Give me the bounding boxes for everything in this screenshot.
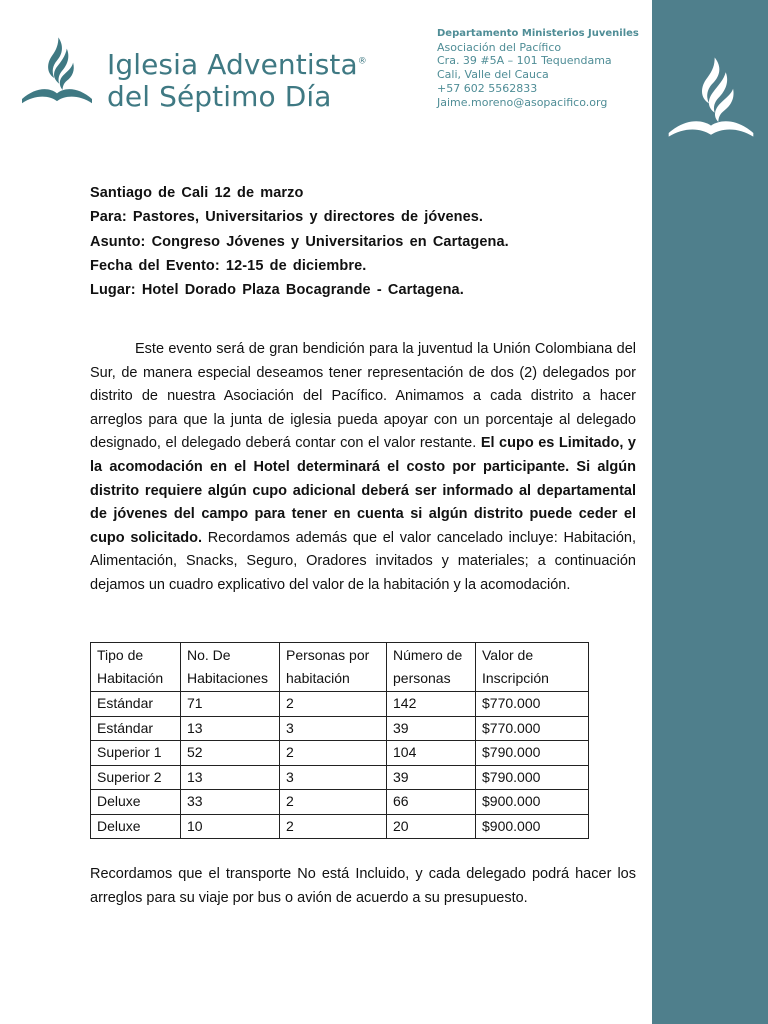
- table-row: [91, 790, 589, 815]
- header-room-type: Tipo de Habitación: [91, 643, 181, 692]
- cell-persons-per-room: 2: [280, 790, 387, 815]
- table-row: [91, 716, 589, 741]
- contact-city: Cali, Valle del Cauca: [437, 68, 549, 82]
- contact-phone: +57 602 5562833: [437, 81, 538, 95]
- subject: Asunto: Congreso Jóvenes y Universitarios en Cartagena.: [90, 233, 509, 250]
- table-row: [91, 692, 589, 717]
- table-row: [91, 765, 589, 790]
- cell-room-count: 52: [181, 741, 280, 766]
- cell-fee: $790.000: [476, 741, 589, 766]
- church-logo-icon: [665, 52, 757, 144]
- contact-organization: Asociación del Pacífico: [437, 40, 562, 54]
- table-row: [91, 814, 589, 839]
- header-fee: Valor de Inscripción: [476, 643, 589, 692]
- logo-wordmark-line1: Iglesia Adventista®: [107, 48, 367, 81]
- church-emblem-icon: [20, 36, 94, 106]
- table-row: [91, 741, 589, 766]
- header-persons-per-room: Personas por habitación: [280, 643, 387, 692]
- cell-persons-per-room: 2: [280, 741, 387, 766]
- cell-person-count: 66: [387, 790, 476, 815]
- registered-mark: ®: [357, 56, 367, 67]
- cell-room-type: Deluxe: [91, 790, 181, 815]
- contact-address: Cra. 39 #5A – 101 Tequendama: [437, 54, 612, 68]
- body-paragraph: [90, 338, 636, 598]
- side-band: [652, 0, 768, 1024]
- cell-room-count: 13: [181, 716, 280, 741]
- body-text-bold: El cupo es Limitado, y la acomodación en el Hotel determinará el costo por participante. Si algún distrito requiere algún cupo adicional deberá ser informado al departamental de jóvenes del campo para tener en cuenta si algún distrito puede ceder el cupo solicitado.: [90, 435, 636, 546]
- cell-room-type: Estándar: [91, 692, 181, 717]
- cell-fee: $900.000: [476, 814, 589, 839]
- body-text-part2: Recordamos además que el valor cancelado incluye: Habitación, Alimentación, Snacks, Seguro, Oradores invitados y materiales; a continuación dejamos un cuadro explicativo del valor de la habitación y la acomodación.: [90, 529, 637, 593]
- cell-persons-per-room: 3: [280, 716, 387, 741]
- contact-department: Departamento Ministerios Juveniles: [437, 28, 639, 39]
- cell-person-count: 142: [387, 692, 476, 717]
- event-date: Fecha del Evento: 12-15 de diciembre.: [90, 257, 367, 274]
- cell-room-count: 71: [181, 692, 280, 717]
- cell-person-count: 39: [387, 716, 476, 741]
- cell-fee: $770.000: [476, 716, 589, 741]
- cell-room-type: Deluxe: [91, 814, 181, 839]
- cell-persons-per-room: 3: [280, 765, 387, 790]
- body-text-part1: Este evento será de gran bendición para la juventud la Unión Colombiana del Sur, de manera especial deseamos tener representación de dos (2) delegados por distrito de nuestra Asociación del Pacífico. Animamos a cada distrito a hacer arreglos para que la junta de iglesia pueda apoyar con un porcentaje al delegado designado, el delegado deberá contar con el valor restante.: [90, 341, 636, 452]
- contact-email[interactable]: Jaime.moreno@asopacifico.org: [437, 95, 608, 109]
- closing-paragraph: Recordamos que el transporte No está Incluido, y cada delegado podrá hacer los arreglos para su viaje por bus o avión de acuerdo a su presupuesto.: [90, 866, 636, 906]
- recipients: Para: Pastores, Universitarios y directores de jóvenes.: [90, 209, 484, 226]
- logo-wordmark-line2: del Séptimo Día: [107, 80, 332, 113]
- venue: Lugar: Hotel Dorado Plaza Bocagrande - Cartagena.: [90, 282, 464, 299]
- cell-fee: $770.000: [476, 692, 589, 717]
- room-table: [90, 642, 589, 839]
- header-room-count: No. De Habitaciones: [181, 643, 280, 692]
- place-date: Santiago de Cali 12 de marzo: [90, 185, 304, 201]
- cell-persons-per-room: 2: [280, 814, 387, 839]
- cell-room-type: Estándar: [91, 716, 181, 741]
- cell-person-count: 104: [387, 741, 476, 766]
- cell-persons-per-room: 2: [280, 692, 387, 717]
- cell-room-count: 33: [181, 790, 280, 815]
- table-header-row: [91, 643, 589, 692]
- cell-person-count: 20: [387, 814, 476, 839]
- cell-room-type: Superior 2: [91, 765, 181, 790]
- letter-header: [90, 184, 635, 305]
- cell-room-type: Superior 1: [91, 741, 181, 766]
- cell-person-count: 39: [387, 765, 476, 790]
- cell-fee: $790.000: [476, 765, 589, 790]
- contact-block: [437, 27, 639, 109]
- header-person-count: Número de personas: [387, 643, 476, 692]
- cell-fee: $900.000: [476, 790, 589, 815]
- cell-room-count: 13: [181, 765, 280, 790]
- cell-room-count: 10: [181, 814, 280, 839]
